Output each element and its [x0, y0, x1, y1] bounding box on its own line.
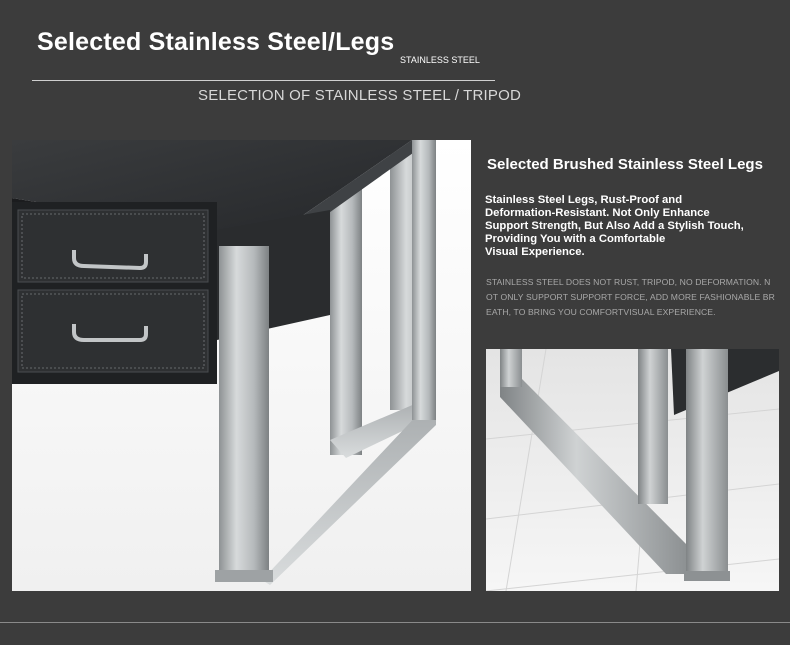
feature-description-end: Visual Experience.: [485, 246, 585, 258]
feature-heading: Selected Brushed Stainless Steel Legs: [487, 156, 763, 173]
section-tag: STAINLESS STEEL: [400, 55, 480, 65]
steel-leg-detail-photo: [486, 349, 779, 591]
page-title: Selected Stainless Steel/Legs: [37, 28, 395, 56]
title-divider: [32, 80, 495, 81]
section-subtitle: SELECTION OF STAINLESS STEEL / TRIPOD: [198, 87, 522, 104]
desk-product-photo: [12, 140, 471, 591]
leg-closeup-illustration: [486, 349, 779, 591]
bottom-divider: [0, 622, 790, 623]
feature-description: Stainless Steel Legs, Rust-Proof and Deformation-Resistant. Not Only Enhance Support Strength, But Also Add a Stylish Touch, Providing You with a Comfortable: [485, 194, 744, 245]
desk-illustration: [12, 140, 471, 591]
feature-description-small: STAINLESS STEEL DOES NOT RUST, TRIPOD, NO DEFORMATION. NOT ONLY SUPPORT SUPPORT FORCE, ADD MORE FASHIONABLE BREATH, TO BRING YOU COMFORTVISUAL EXPERIENCE.: [486, 277, 775, 317]
